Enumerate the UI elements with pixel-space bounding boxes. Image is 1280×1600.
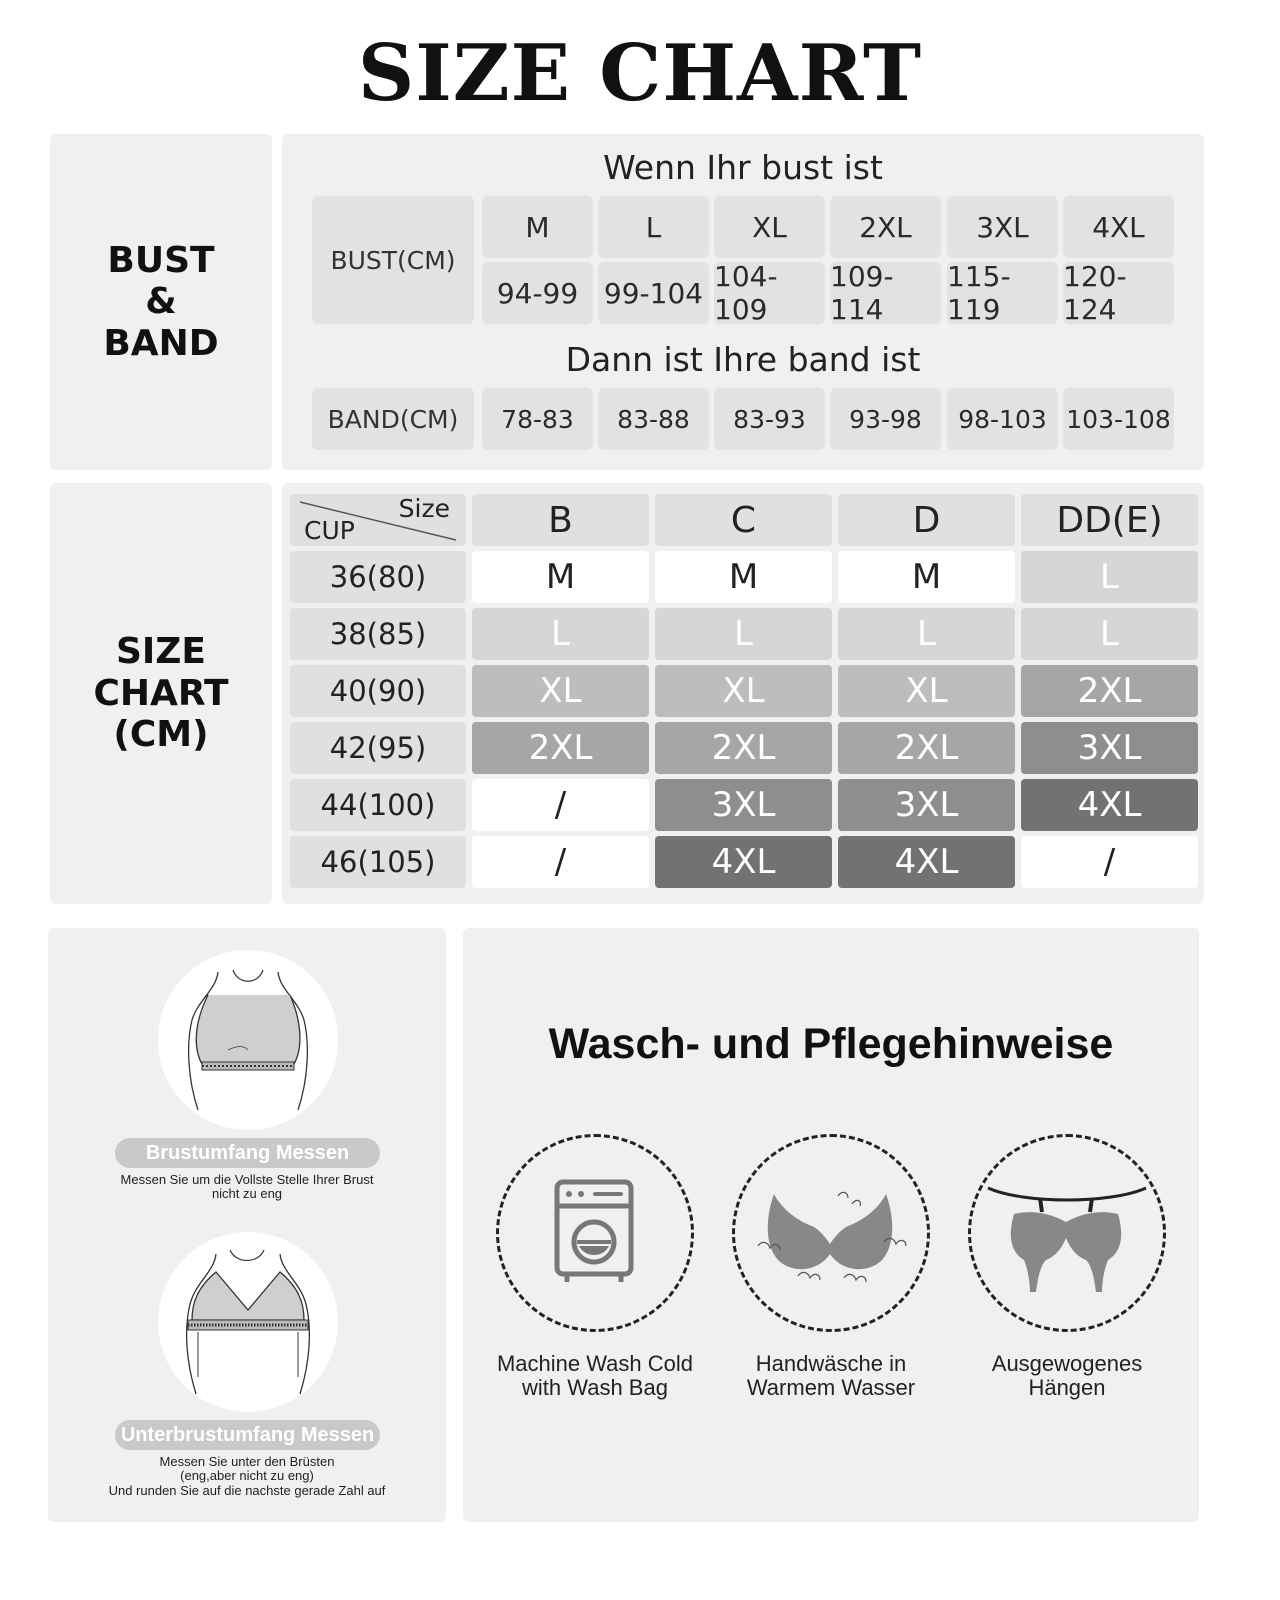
hand-wash-icon bbox=[748, 1186, 916, 1286]
care-label-line: Ausgewogenes bbox=[991, 1351, 1143, 1376]
care-label-line: Machine Wash Cold bbox=[496, 1351, 694, 1376]
care-label-line: Warmem Wasser bbox=[746, 1375, 916, 1401]
underbust-measure-illustration bbox=[158, 1232, 338, 1412]
size-value-cell: / bbox=[472, 836, 649, 888]
band-row-header: 36(80) bbox=[290, 551, 466, 603]
bust-range-cell: 99-104 bbox=[598, 262, 709, 324]
bust-measure-pill: Brustumfang Messen bbox=[115, 1138, 380, 1168]
bust-measure-illustration bbox=[158, 950, 338, 1130]
size-value-cell: 4XL bbox=[655, 836, 832, 888]
underbust-measure-note bbox=[48, 1455, 446, 1498]
cup-header-cell: DD(E) bbox=[1021, 494, 1198, 546]
size-header-cell: L bbox=[598, 196, 709, 258]
size-value-cell: L bbox=[1021, 551, 1198, 603]
size-chart-label-panel bbox=[50, 483, 272, 904]
washing-machine-icon bbox=[553, 1178, 635, 1286]
corner-cup-label: CUP bbox=[304, 516, 355, 545]
bust-range-cell: 94-99 bbox=[482, 262, 593, 324]
bust-range-cell: 109-114 bbox=[830, 262, 941, 324]
size-header-cell: 2XL bbox=[830, 196, 941, 258]
size-header-cell: XL bbox=[714, 196, 825, 258]
size-value-cell: XL bbox=[838, 665, 1015, 717]
care-label-line: Handwäsche in bbox=[755, 1351, 907, 1376]
bust-band-label-line: BUST bbox=[107, 239, 215, 281]
size-value-cell: XL bbox=[655, 665, 832, 717]
bra-bust-icon bbox=[158, 950, 338, 1130]
band-row-header: 46(105) bbox=[290, 836, 466, 888]
care-label-hand-wash bbox=[706, 1352, 956, 1400]
size-chart-label-line: (CM) bbox=[113, 714, 209, 756]
care-label-hang-dry bbox=[942, 1352, 1192, 1400]
bust-band-label-line: BAND bbox=[103, 322, 219, 364]
size-value-cell: 2XL bbox=[1021, 665, 1198, 717]
band-row-header: 40(90) bbox=[290, 665, 466, 717]
band-range-cell: 78-83 bbox=[482, 388, 593, 450]
care-label-line: with Wash Bag bbox=[522, 1375, 668, 1401]
size-value-cell: M bbox=[472, 551, 649, 603]
size-header-cell: 3XL bbox=[947, 196, 1058, 258]
note-line: Messen Sie um die Vollste Stelle Ihrer Brust bbox=[120, 1172, 374, 1187]
size-value-cell: M bbox=[838, 551, 1015, 603]
size-value-cell: 2XL bbox=[472, 722, 649, 774]
band-range-cell: 83-88 bbox=[598, 388, 709, 450]
bust-row-label: BUST(CM) bbox=[312, 196, 474, 324]
size-value-cell: 3XL bbox=[1021, 722, 1198, 774]
underbust-measure-pill: Unterbrustumfang Messen bbox=[115, 1420, 380, 1450]
size-value-cell: 2XL bbox=[838, 722, 1015, 774]
band-row-label: BAND(CM) bbox=[312, 388, 474, 450]
band-row-header: 44(100) bbox=[290, 779, 466, 831]
size-value-cell: 2XL bbox=[655, 722, 832, 774]
band-row-header: 38(85) bbox=[290, 608, 466, 660]
bra-underbust-icon bbox=[158, 1232, 338, 1412]
size-value-cell: / bbox=[472, 779, 649, 831]
bust-band-label-panel bbox=[50, 134, 272, 470]
care-label-machine-wash bbox=[470, 1352, 720, 1400]
size-value-cell: 3XL bbox=[838, 779, 1015, 831]
size-value-cell: M bbox=[655, 551, 832, 603]
note-line: Und runden Sie auf die nachste gerade Zahl auf bbox=[108, 1482, 386, 1498]
bust-band-label-line: & bbox=[145, 281, 177, 323]
page-title: SIZE CHART bbox=[357, 28, 923, 119]
size-value-cell: 4XL bbox=[838, 836, 1015, 888]
band-range-cell: 93-98 bbox=[830, 388, 941, 450]
bust-measure-note bbox=[48, 1173, 446, 1202]
size-value-cell: 4XL bbox=[1021, 779, 1198, 831]
size-value-cell: 3XL bbox=[655, 779, 832, 831]
bust-range-cell: 104-109 bbox=[714, 262, 825, 324]
cup-header-cell: B bbox=[472, 494, 649, 546]
bust-caption: Wenn Ihr bust ist bbox=[603, 148, 883, 187]
band-range-cell: 103-108 bbox=[1063, 388, 1174, 450]
cup-header-cell: D bbox=[838, 494, 1015, 546]
size-header-cell: M bbox=[482, 196, 593, 258]
note-line: Messen Sie unter den Brüsten bbox=[159, 1454, 335, 1469]
note-line: nicht zu eng bbox=[211, 1186, 283, 1202]
size-value-cell: L bbox=[1021, 608, 1198, 660]
band-row-header: 42(95) bbox=[290, 722, 466, 774]
size-value-cell: XL bbox=[472, 665, 649, 717]
size-value-cell: / bbox=[1021, 836, 1198, 888]
band-range-cell: 98-103 bbox=[947, 388, 1058, 450]
care-label-line: Hängen bbox=[1028, 1375, 1106, 1401]
band-caption: Dann ist Ihre band ist bbox=[565, 340, 921, 379]
size-chart-label-line: CHART bbox=[93, 672, 229, 714]
hang-dry-icon bbox=[984, 1178, 1150, 1298]
bust-range-cell: 120-124 bbox=[1063, 262, 1174, 324]
note-line: (eng,aber nicht zu eng) bbox=[180, 1468, 314, 1484]
size-header-cell: 4XL bbox=[1063, 196, 1174, 258]
size-value-cell: L bbox=[655, 608, 832, 660]
care-title: Wasch- und Pflegehinweise bbox=[548, 1020, 1114, 1068]
corner-cell bbox=[290, 494, 466, 546]
bust-range-cell: 115-119 bbox=[947, 262, 1058, 324]
cup-header-cell: C bbox=[655, 494, 832, 546]
size-chart-label-line: SIZE bbox=[115, 631, 206, 673]
band-range-cell: 83-93 bbox=[714, 388, 825, 450]
size-value-cell: L bbox=[472, 608, 649, 660]
size-value-cell: L bbox=[838, 608, 1015, 660]
corner-size-label: Size bbox=[398, 494, 450, 523]
